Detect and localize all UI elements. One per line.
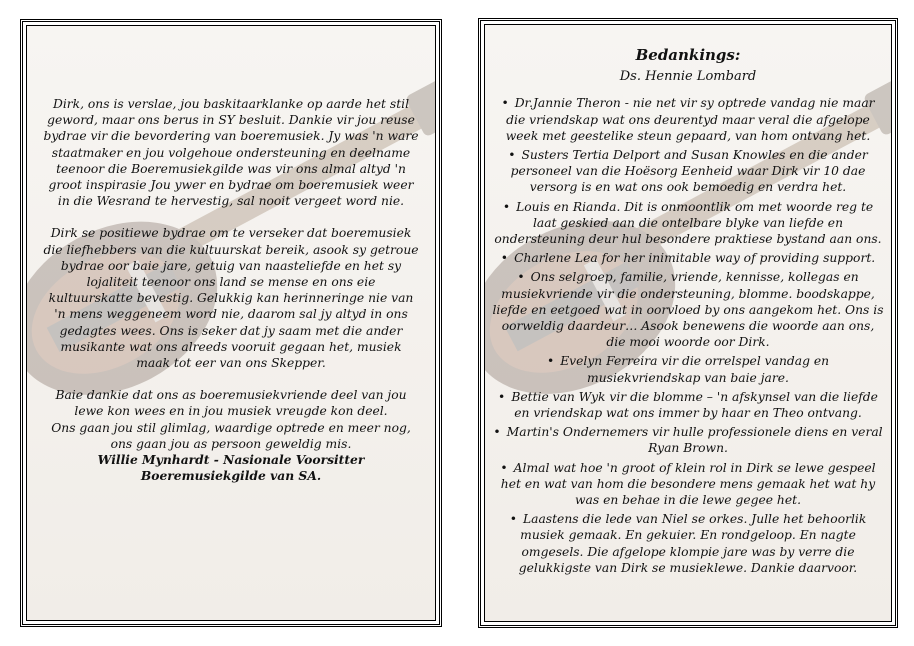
list-item [491, 424, 885, 456]
thanks-heading: Bedankings: [635, 46, 741, 64]
list-item [491, 460, 885, 509]
list-item-text: Dr.Jannie Theron - nie net vir sy optrede vandag nie maar die vriendskap wat ons deurentyd maar veral die afgelope week met geestelike steun gepaard, van hom ontvang het. [505, 96, 875, 143]
bullet-icon: • [500, 251, 509, 266]
list-item-text: Louis en Rianda. Dit is onmoontlik om met woorde reg te laat geskied aan die ontelbare blyke van liefde en ondersteuning deur hul besondere praktiese bystand aan ons. [494, 199, 882, 247]
list-item [491, 95, 885, 144]
bullet-icon: • [501, 96, 509, 111]
list-item-text: Laastens die lede van Niel se orkes. Julle het behoorlik musiek gemaak. En gekuier. En rondgeloop. En nagte omgesels. Die afgelope klompie jare was by verre die gelukkigste van Dirk se musieklewe. Dankie daarvoor. [518, 512, 867, 575]
list-item [491, 353, 885, 385]
list-item-text: Susters Tertia Delport and Susan Knowles en die ander personeel van die Hoësorg Eenheid waar Dirk vir 10 dae versorg is en wat ons ook bemoedig en verdra het. [510, 148, 868, 195]
tribute-signature: Willie Mynhardt - Nasionale Voorsitter Boeremusiekgilde van SA. [97, 452, 365, 484]
bullet-icon: • [493, 425, 501, 440]
list-item [491, 147, 885, 196]
tribute-paragraph-3: Baie dankie dat ons as boeremusiekvriende deel van jou lewe kon wees en in jou musiek vreugde kon deel. [55, 388, 407, 419]
thanks-subheading: Ds. Hennie Lombard [619, 69, 757, 85]
thanks-section [491, 47, 885, 579]
bullet-icon: • [517, 270, 525, 285]
tribute-paragraph-4: Ons gaan jou stil glimlag, waardige optrede en meer nog, ons gaan jou as persoon geweldig mis. [51, 420, 411, 451]
list-item-text: Bettie van Wyk vir die blomme – 'n afskynsel van die liefde en vriendskap wat ons immer by haar en Theo ontvang. [511, 389, 878, 421]
tribute-paragraph-1: Dirk, ons is verslae, jou baskitaarklanke op aarde het stil geword, maar ons berus in SY besluit. Dankie vir jou reuse bydrae vir die bevordering van boeremusiek. Jy was 'n ware staatmaker en jou volgehoue ondersteuning en deelname teenoor die Boeremusiekgilde was vir ons almal altyd 'n groot inspirasie Jou ywer en bydrae om boeremusiek weer in die Wesrand te hervestig, sal nooit vergeet word nie. [43, 97, 419, 209]
list-item-text: Charlene Lea for her inimitable way of providing support. [514, 251, 876, 266]
bullet-icon: • [508, 148, 516, 163]
list-item-text: Almal wat hoe 'n groot of klein rol in Dirk se lewe gespeel het en wat van hom die besondere mens gemaak het wat hy was en behae in die lewe gegee het. [500, 460, 876, 508]
list-item [491, 389, 885, 421]
tribute-paragraph-2: Dirk se positiewe bydrae om te verseker dat boeremusiek die liefhebbers van die kultuurskat bereik, asook sy getroue bydrae oor baie jare, getuig van naasteliefde en het sy lojaliteit teenoor ons land se mense en ons eie kultuurskatte bevestig. Gelukkig kan herinneringe nie van 'n mens weggeneem word nie, daarom sal jy altyd in ons gedagtes wees. Ons is seker dat jy saam met die ander musikante wat ons alreeds vooruit gegaan het, musiek maak tot eer van ons Skepper. [43, 226, 419, 371]
list-item-text: Evelyn Ferreira vir die orrelspel vandag en musiekvriendskap van baie jare. [560, 354, 830, 385]
list-item [491, 511, 885, 576]
tribute-text [43, 96, 419, 484]
list-item-text: Ons selgroep, familie, vriende, kennisse, kollegas en musiekvriende vir die ondersteuning, blomme. boodskappe, liefde en eetgoed wat in oorvloed by ons aangekom het. Ons is oorweldig daardeur… Asook benewens die woorde aan ons, die mooi woorde oor Dirk. [492, 270, 884, 350]
left-page-panel [26, 25, 436, 621]
left-page [20, 19, 442, 627]
thanks-list [491, 95, 885, 576]
right-page-panel [484, 24, 892, 622]
bullet-icon: • [546, 354, 555, 369]
list-item [491, 250, 885, 266]
bullet-icon: • [500, 460, 508, 475]
list-item-text: Martin's Ondernemers vir hulle professionele diens en veral Ryan Brown. [506, 425, 883, 456]
bullet-icon: • [498, 389, 506, 404]
list-item [491, 269, 885, 350]
right-page [478, 18, 898, 628]
list-item [491, 199, 885, 248]
bullet-icon: • [509, 512, 517, 527]
bullet-icon: • [502, 199, 511, 214]
